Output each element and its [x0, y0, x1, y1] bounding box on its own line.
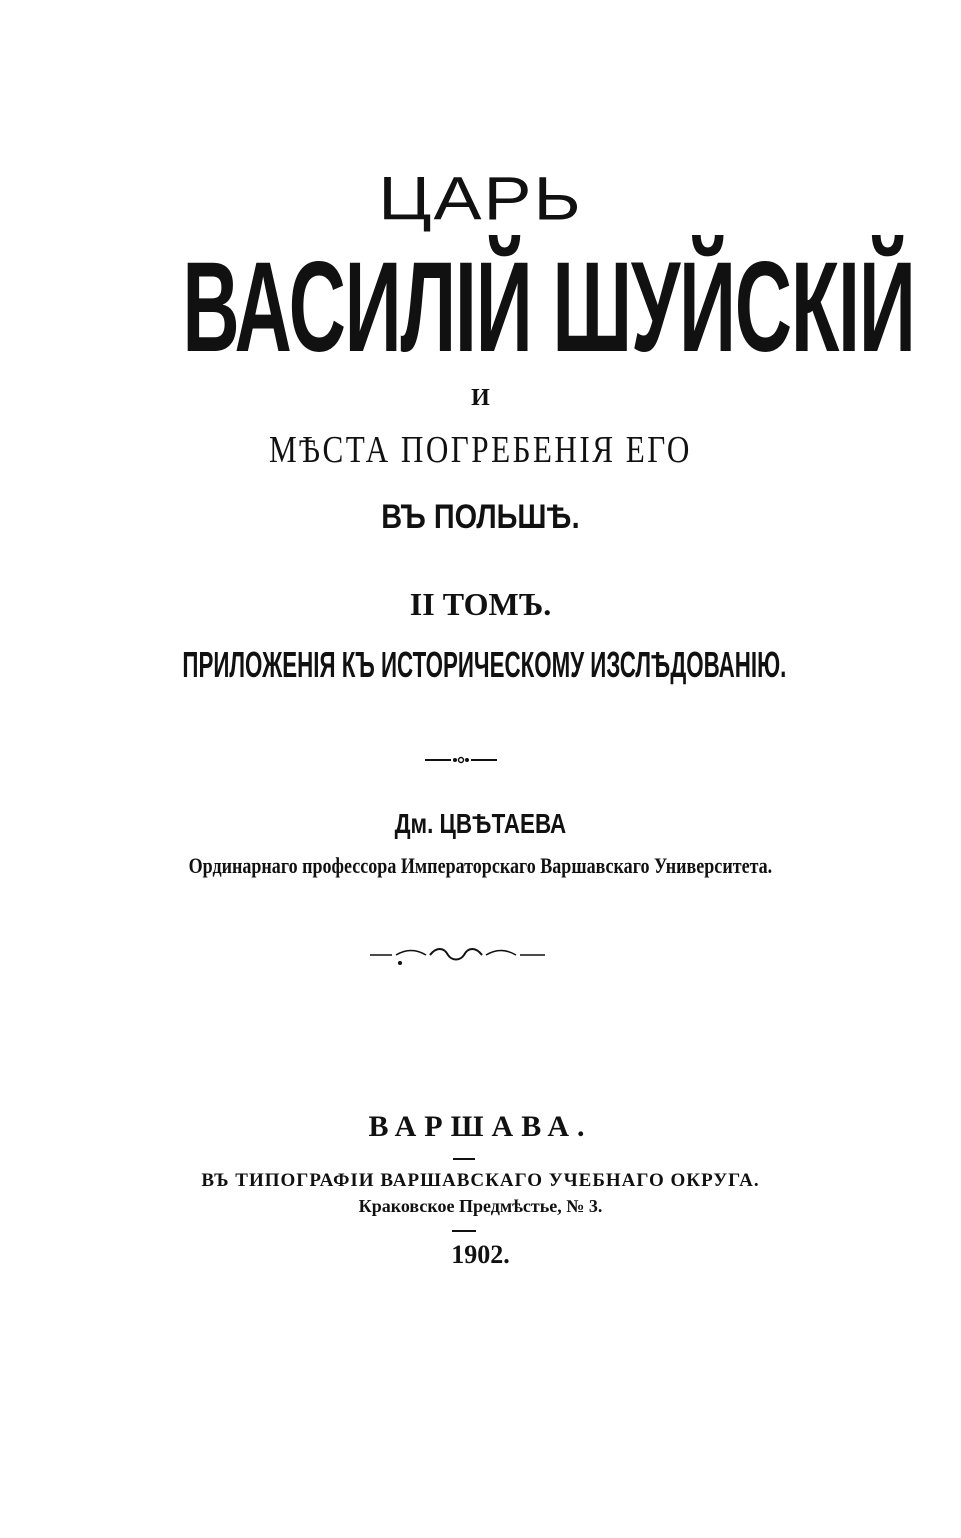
publication-year: 1902.	[451, 1240, 510, 1269]
divider-ornament-small	[425, 754, 497, 766]
conjunction: И	[471, 385, 490, 411]
printer-name: ВЪ ТИПОГРАФІИ ВАРШАВСКАГО УЧЕБНАГО ОКРУГА.	[201, 1170, 760, 1191]
author-affiliation: Ординарнаго профессора Императорскаго Варшавскаго Университета.	[188, 853, 773, 878]
subtitle-line-1: МѢСТА ПОГРЕБЕНІЯ ЕГО	[268, 429, 692, 471]
rule-divider-1	[453, 1158, 475, 1160]
subtitle-line-2: ВЪ ПОЛЬШѢ.	[381, 498, 580, 536]
volume-label: II ТОМЪ.	[409, 586, 552, 622]
title-line-2: ВАСИЛІЙ ШУЙСКІЙ	[182, 236, 915, 379]
title-line-1: ЦАРЬ	[378, 165, 583, 233]
publication-city: ВАРШАВА.	[368, 1110, 593, 1143]
appendix-title: ПРИЛОЖЕНІЯ КЪ ИСТОРИЧЕСКОМУ ИЗСЛѢДОВАНІЮ.	[182, 644, 787, 685]
divider-ornament-large	[370, 943, 545, 967]
rule-divider-2	[452, 1230, 476, 1232]
author-name: Дм. ЦВѢТАЕВА	[394, 808, 567, 839]
printer-address: Краковское Предмѣстье, № 3.	[358, 1196, 603, 1216]
